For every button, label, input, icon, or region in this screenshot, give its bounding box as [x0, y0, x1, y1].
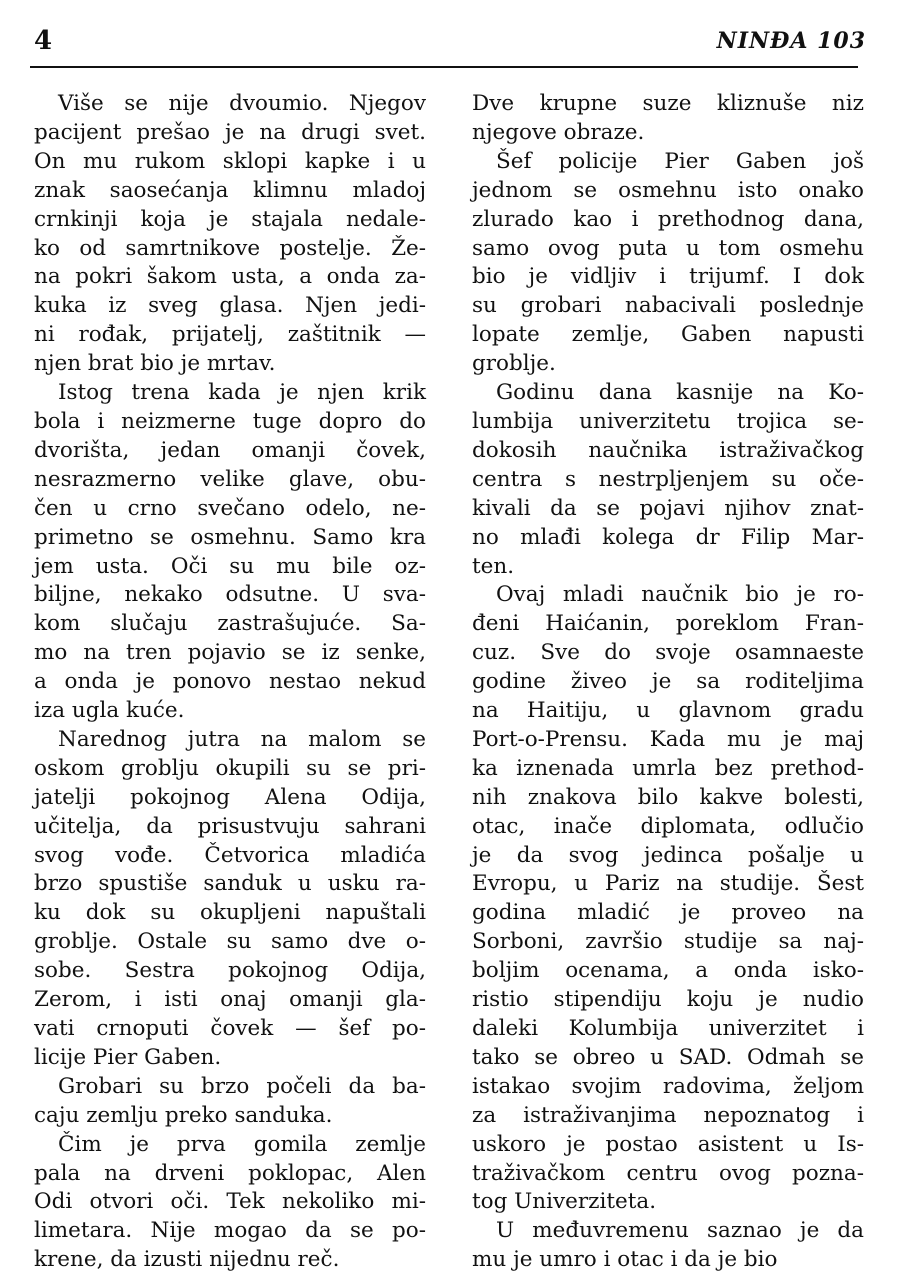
text-line: na Haitiju, u glavnom gradu — [472, 698, 864, 724]
text-line: daleki Kolumbija univerzitet i — [472, 1016, 864, 1041]
text-line: je da svog jedinca pošalje u — [472, 842, 864, 868]
text-line: dokosih naučnika istraživačkog — [472, 437, 864, 463]
text-line: jatelji pokojnog Alena Odija, — [34, 784, 426, 810]
text-line: đeni Haićanin, poreklom Fran- — [472, 611, 864, 637]
text-line: nih znakova bilo kakve bolesti, — [472, 784, 864, 810]
paragraph — [472, 90, 864, 148]
text-line: uskoro je postao asistent u Is- — [472, 1131, 864, 1157]
page-number: 4 — [34, 26, 53, 56]
text-line: dvorišta, jedan omanji čovek, — [34, 437, 426, 463]
text-line: bola i neizmerne tuge dopro do — [34, 408, 426, 434]
text-line: nesrazmerno velike glave, obu- — [34, 466, 426, 492]
running-title: NINĐA 103 — [716, 28, 866, 54]
text-line: ni rođak, prijatelj, zaštitnik — — [34, 322, 426, 348]
text-line: primetno se osmehnu. Samo kra — [34, 524, 426, 550]
paragraph — [34, 1131, 426, 1275]
text-line: limetara. Nije mogao da se po- — [34, 1218, 426, 1244]
text-line: krene, da izusti nijednu reč. — [34, 1247, 340, 1273]
text-line: za istraživanjima nepoznatog i — [472, 1102, 864, 1128]
text-line: Port-o-Prensu. Kada mu je maj — [472, 726, 864, 752]
text-line: mo na tren pojavio se iz senke, — [34, 640, 426, 666]
text-line: Istog trena kada je njen krik — [58, 380, 426, 406]
text-line: tako se obreo u SAD. Odmah se — [472, 1044, 864, 1070]
text-line: ku dok su okupljeni napuštali — [34, 900, 426, 926]
text-line: učitelja, da prisustvuju sahrani — [34, 813, 426, 839]
text-line: čen u crno svečano odelo, ne- — [34, 495, 426, 521]
text-line: vati crnoputi čovek — šef po- — [34, 1016, 426, 1041]
text-line: znak saosećanja klimnu mladoj — [34, 177, 426, 203]
text-line: kuka iz sveg glasa. Njen jedi- — [34, 293, 426, 319]
text-line: kivali da se pojavi njihov znat- — [472, 495, 864, 521]
text-line: traživačkom centru ovog pozna- — [472, 1160, 864, 1186]
text-line: Šef policije Pier Gaben još — [496, 148, 864, 174]
text-line: Više se nije dvoumio. Njegov — [58, 91, 426, 116]
text-line: kom slučaju zastrašujuće. Sa- — [34, 611, 426, 637]
text-line: otac, inače diplomata, odlučio — [472, 813, 864, 839]
paragraph — [472, 581, 864, 1217]
text-line: su grobari nabacivali poslednje — [472, 293, 864, 319]
paragraph — [472, 1217, 864, 1275]
paragraph — [472, 379, 864, 581]
paragraph — [34, 1073, 426, 1131]
text-line: Odi otvori oči. Tek nekoliko mi- — [34, 1189, 426, 1215]
text-line: no mlađi kolega dr Filip Mar- — [472, 524, 864, 550]
text-line: lumbija univerzitetu trojica se- — [472, 408, 864, 434]
text-line: tog Univerziteta. — [472, 1189, 657, 1215]
text-line: ten. — [472, 553, 515, 579]
text-line: samo ovog puta u tom osmehu — [472, 235, 864, 261]
text-line: mu je umro i otac i da je bio — [472, 1247, 778, 1273]
text-line: njen brat bio je mrtav. — [34, 351, 276, 377]
paragraph — [34, 379, 426, 726]
paragraph — [472, 148, 864, 379]
text-line: groblje. — [472, 351, 556, 377]
text-line: a onda je ponovo nestao nekud — [34, 669, 426, 695]
text-line: brzo spustiše sanduk u usku ra- — [34, 871, 426, 897]
left-column — [34, 90, 426, 1275]
right-column — [472, 90, 864, 1275]
text-line: Ovaj mladi naučnik bio je ro- — [496, 582, 864, 608]
text-line: svog vođe. Četvorica mladića — [34, 842, 426, 868]
text-line: na pokri šakom usta, a onda za- — [34, 264, 426, 290]
text-line: Zerom, i isti onaj omanji gla- — [34, 987, 426, 1013]
text-line: ka iznenada umrla bez prethod- — [472, 755, 864, 781]
text-line: iza ugla kuće. — [34, 698, 185, 724]
text-line: lopate zemlje, Gaben napusti — [472, 322, 864, 348]
text-line: godina mladić je proveo na — [472, 900, 864, 926]
text-line: njegove obraze. — [472, 119, 645, 145]
text-line: Evropu, u Pariz na studije. Šest — [472, 871, 864, 897]
paragraph — [34, 90, 426, 379]
text-line: jem usta. Oči su mu bile oz- — [34, 553, 426, 579]
text-line: Čim je prva gomila zemlje — [58, 1131, 426, 1157]
text-line: boljim ocenama, a onda isko- — [472, 958, 864, 984]
text-line: zlurado kao i prethodnog dana, — [472, 206, 864, 232]
text-line: oskom groblju okupili su se pri- — [34, 755, 426, 781]
text-line: Grobari su brzo počeli da ba- — [58, 1073, 426, 1099]
text-line: groblje. Ostale su samo dve o- — [34, 929, 426, 955]
text-line: caju zemlju preko sanduka. — [34, 1102, 333, 1128]
text-line: pacijent prešao je na drugi svet. — [34, 119, 426, 145]
text-line: sobe. Sestra pokojnog Odija, — [34, 958, 426, 984]
text-line: U međuvremenu saznao je da — [496, 1218, 864, 1244]
text-line: licije Pier Gaben. — [34, 1044, 222, 1070]
text-line: cuz. Sve do svoje osamnaeste — [472, 640, 864, 666]
text-line: Dve krupne suze kliznuše niz — [472, 91, 864, 116]
text-line: biljne, nekako odsutne. U sva- — [34, 582, 426, 608]
text-line: Sorboni, završio studije sa naj- — [472, 929, 864, 955]
text-line: bio je vidljiv i trijumf. I dok — [472, 264, 864, 290]
header-rule — [30, 66, 858, 68]
text-line: istakao svojim radovima, željom — [472, 1073, 864, 1099]
text-line: On mu rukom sklopi kapke i u — [34, 148, 426, 174]
text-line: jednom se osmehnu isto onako — [472, 177, 864, 203]
text-line: Godinu dana kasnije na Ko- — [496, 380, 864, 406]
text-line: ristio stipendiju koju je nudio — [472, 987, 864, 1013]
page-header — [30, 22, 870, 62]
text-line: ko od samrtnikove postelje. Že- — [34, 235, 426, 261]
text-line: godine živeo je sa roditeljima — [472, 669, 864, 695]
paragraph — [34, 726, 426, 1073]
text-line: centra s nestrpljenjem su oče- — [472, 466, 864, 492]
text-line: crnkinji koja je stajala nedale- — [34, 206, 426, 232]
text-line: Narednog jutra na malom se — [58, 726, 426, 752]
text-line: pala na drveni poklopac, Alen — [34, 1160, 426, 1186]
